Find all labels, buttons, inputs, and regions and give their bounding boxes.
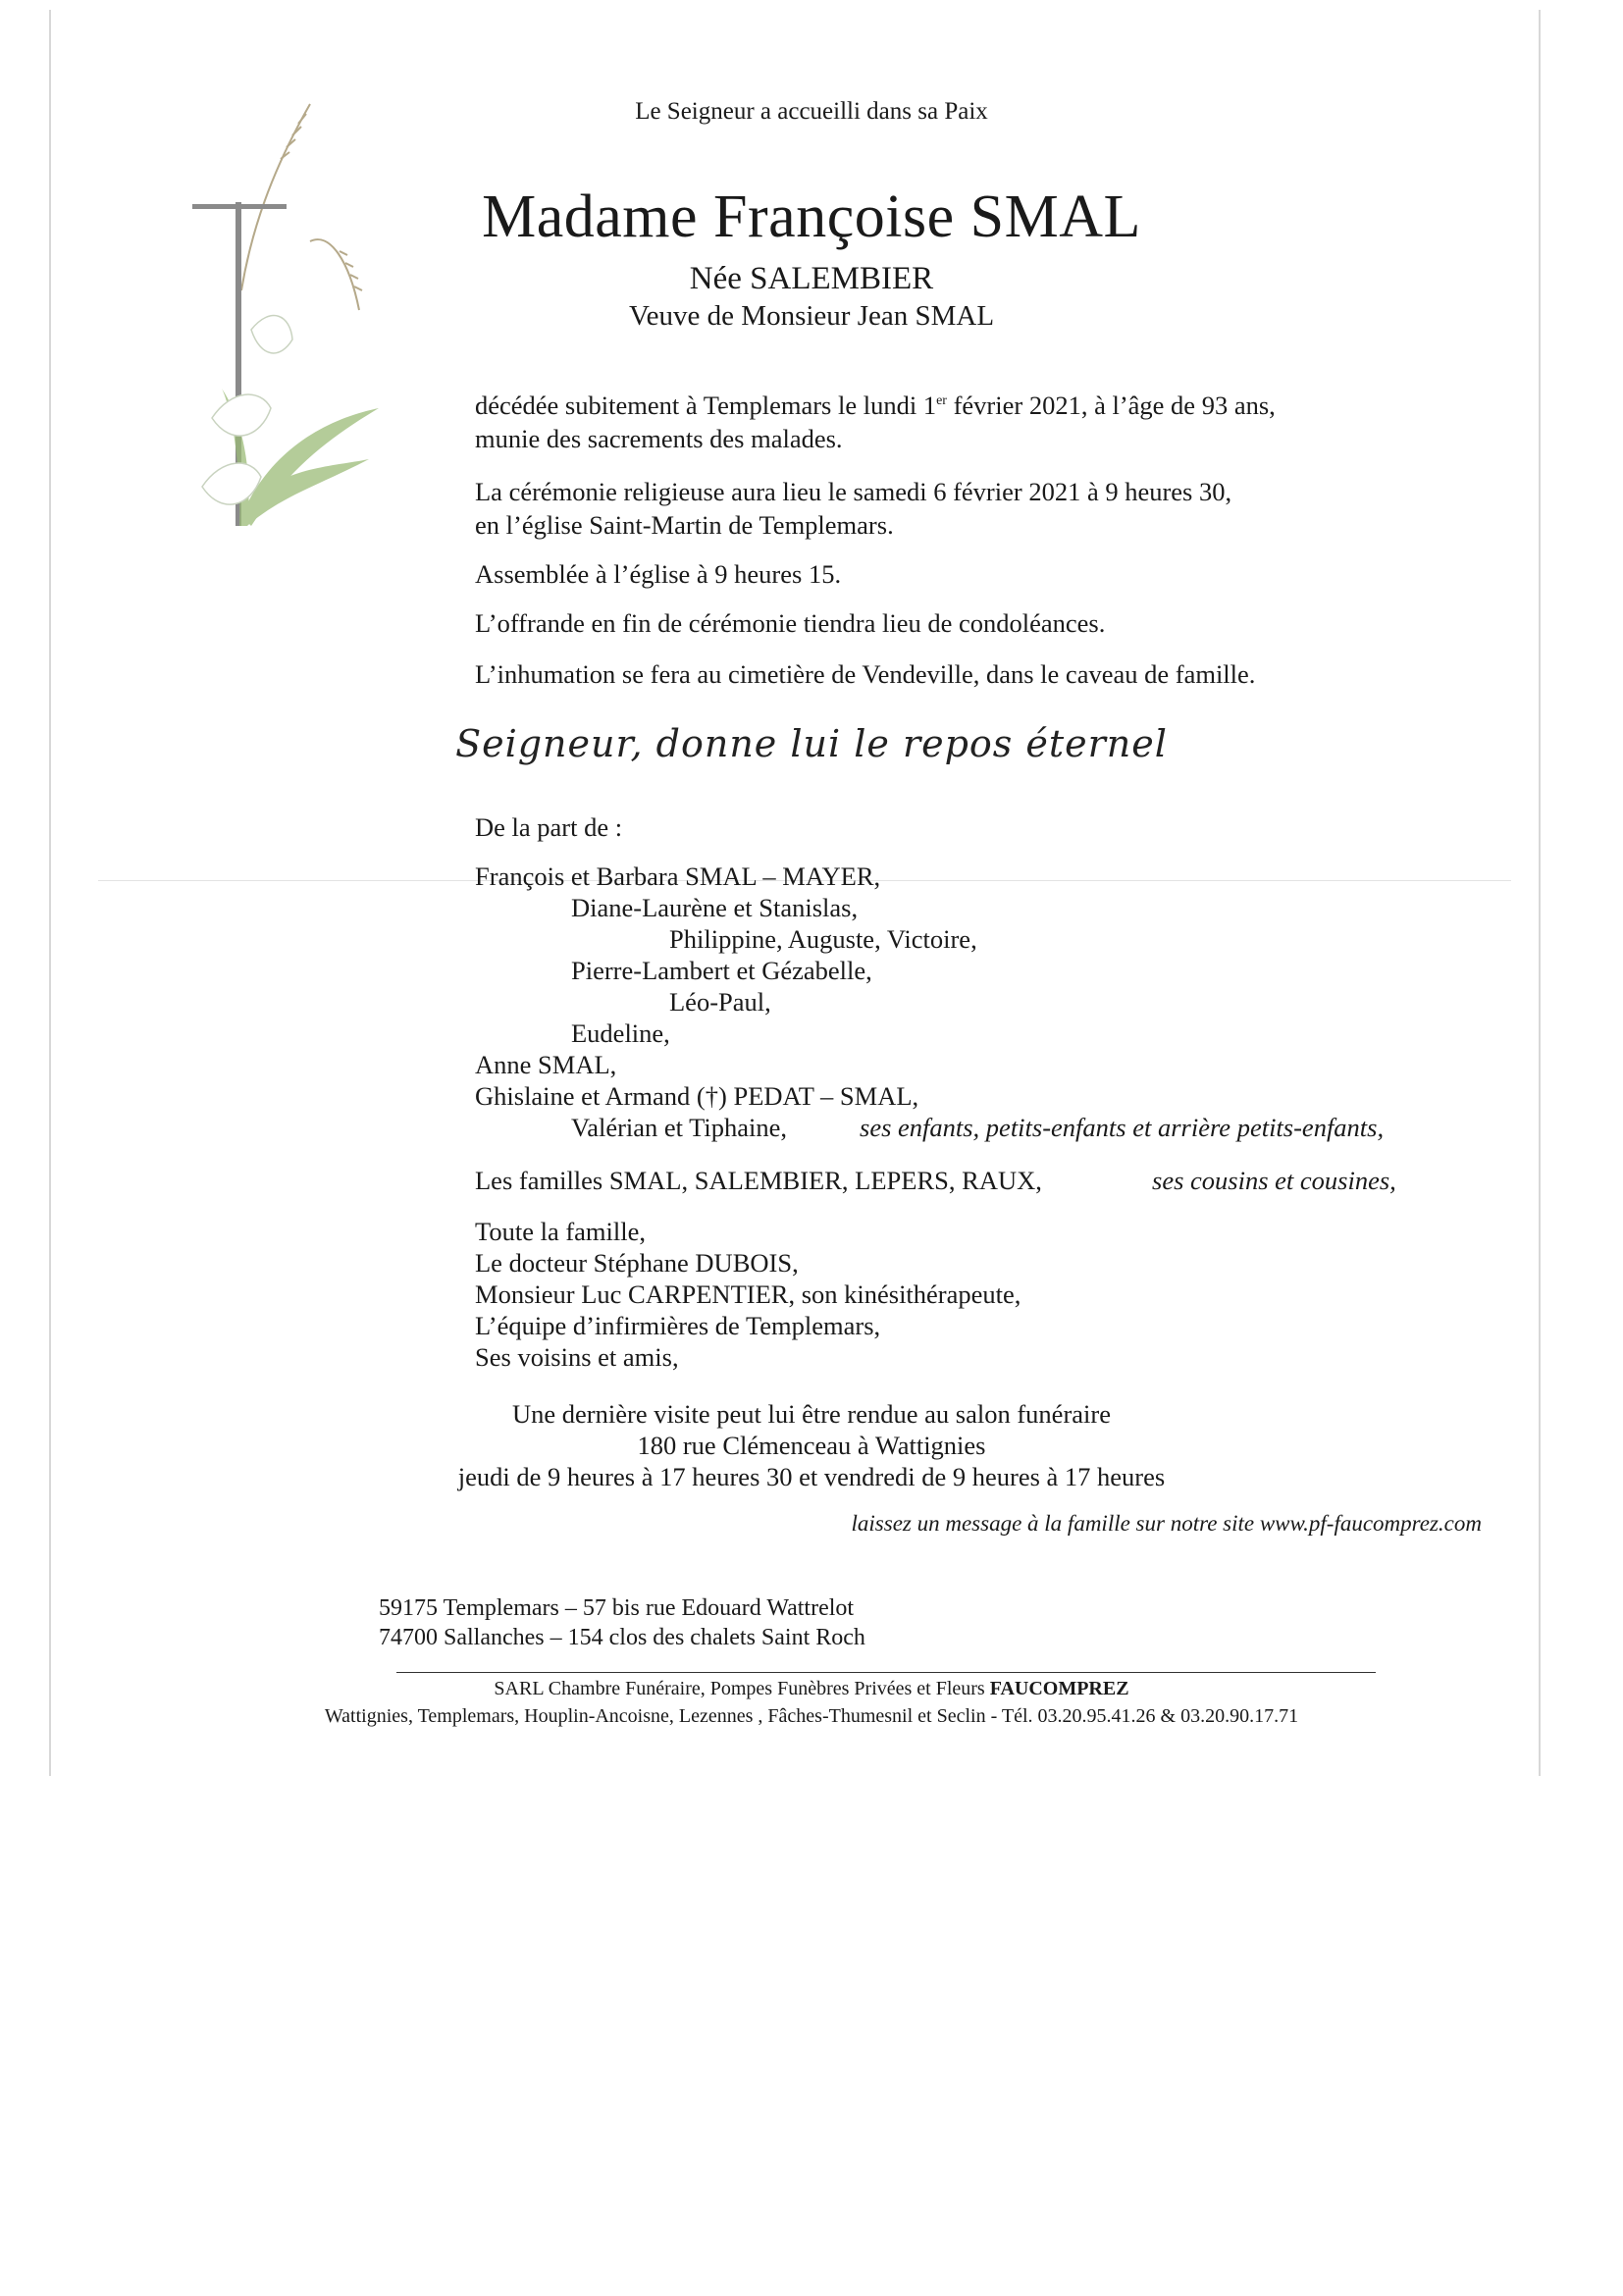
visit-line-2: 180 rue Clémenceau à Wattignies (637, 1431, 986, 1460)
others-line: L’équipe d’infirmières de Templemars, (475, 1311, 881, 1340)
address-templemars: 59175 Templemars – 57 bis rue Edouard Wattrelot (379, 1595, 855, 1621)
ceremony-line-1: La cérémonie religieuse aura lieu le samedi 6 février 2021 à 9 heures 30, (475, 477, 1232, 506)
family-line: Pierre-Lambert et Gézabelle, (571, 956, 872, 985)
visit-line-1: Une dernière visite peut lui être rendue au salon funéraire (512, 1399, 1111, 1429)
intro-line: Le Seigneur a accueilli dans sa Paix (635, 98, 988, 125)
family-line: Anne SMAL, (475, 1050, 617, 1079)
company-brand: FAUCOMPREZ (989, 1678, 1129, 1699)
families-line: Les familles SMAL, SALEMBIER, LEPERS, RAUX, (475, 1166, 1042, 1195)
death-line-1: décédée subitement à Templemars le lundi 1er février 2021, à l’âge de 93 ans, (475, 391, 1276, 420)
address-sallanches: 74700 Sallanches – 154 clos des chalets Saint Roch (379, 1625, 865, 1650)
maiden-name: Née SALEMBIER (689, 261, 934, 296)
family-line: Eudeline, (571, 1018, 670, 1048)
cross-with-lilies-icon (183, 94, 418, 644)
death-line-2: munie des sacrements des malades. (475, 424, 843, 453)
family-line: Valérian et Tiphaine, (571, 1113, 788, 1142)
family-intro: De la part de : (475, 812, 623, 842)
footer-locations: Wattignies, Templemars, Houplin-Ancoisne, Lezennes , Fâches-Thumesnil et Seclin - Tél. 03.20.95.41.26 & 03.20.90.17.71 (324, 1705, 1299, 1727)
family-line: Diane-Laurène et Stanislas, (571, 893, 859, 922)
widow-of: Veuve de Monsieur Jean SMAL (628, 300, 995, 332)
family-line: Ghislaine et Armand (†) PEDAT – SMAL, (475, 1081, 919, 1111)
website-message: laissez un message à la famille sur notre site www.pf-faucomprez.com (851, 1511, 1482, 1536)
others-line: Le docteur Stéphane DUBOIS, (475, 1248, 799, 1278)
footer-divider (396, 1672, 1376, 1673)
deceased-name: Madame Françoise SMAL (482, 183, 1141, 250)
death-paragraph (475, 389, 1456, 455)
families-role: ses cousins et cousines, (1152, 1166, 1396, 1195)
assembly-line: Assemblée à l’église à 9 heures 15. (475, 559, 842, 589)
others-line: Ses voisins et amis, (475, 1342, 679, 1372)
visit-line-3: jeudi de 9 heures à 17 heures 30 et vendredi de 9 heures à 17 heures (457, 1462, 1166, 1491)
ceremony-paragraph (475, 475, 1456, 542)
prayer-line: Seigneur, donne lui le repos éternel (455, 722, 1168, 765)
others-line: Toute la famille, (475, 1217, 647, 1246)
family-line: Philippine, Auguste, Victoire, (669, 924, 977, 954)
footer-company: SARL Chambre Funéraire, Pompes Funèbres Privées et Fleurs FAUCOMPREZ (494, 1678, 1129, 1699)
others-line: Monsieur Luc CARPENTIER, son kinésithérapeute, (475, 1279, 1021, 1309)
burial-line: L’inhumation se fera au cimetière de Vendeville, dans le caveau de famille. (475, 659, 1256, 689)
children-role: ses enfants, petits-enfants et arrière petits-enfants, (860, 1113, 1385, 1142)
family-line: François et Barbara SMAL – MAYER, (475, 861, 881, 891)
ceremony-line-2: en l’église Saint-Martin de Templemars. (475, 510, 894, 540)
offering-line: L’offrande en fin de cérémonie tiendra lieu de condoléances. (475, 608, 1106, 638)
family-line: Léo-Paul, (669, 987, 771, 1017)
